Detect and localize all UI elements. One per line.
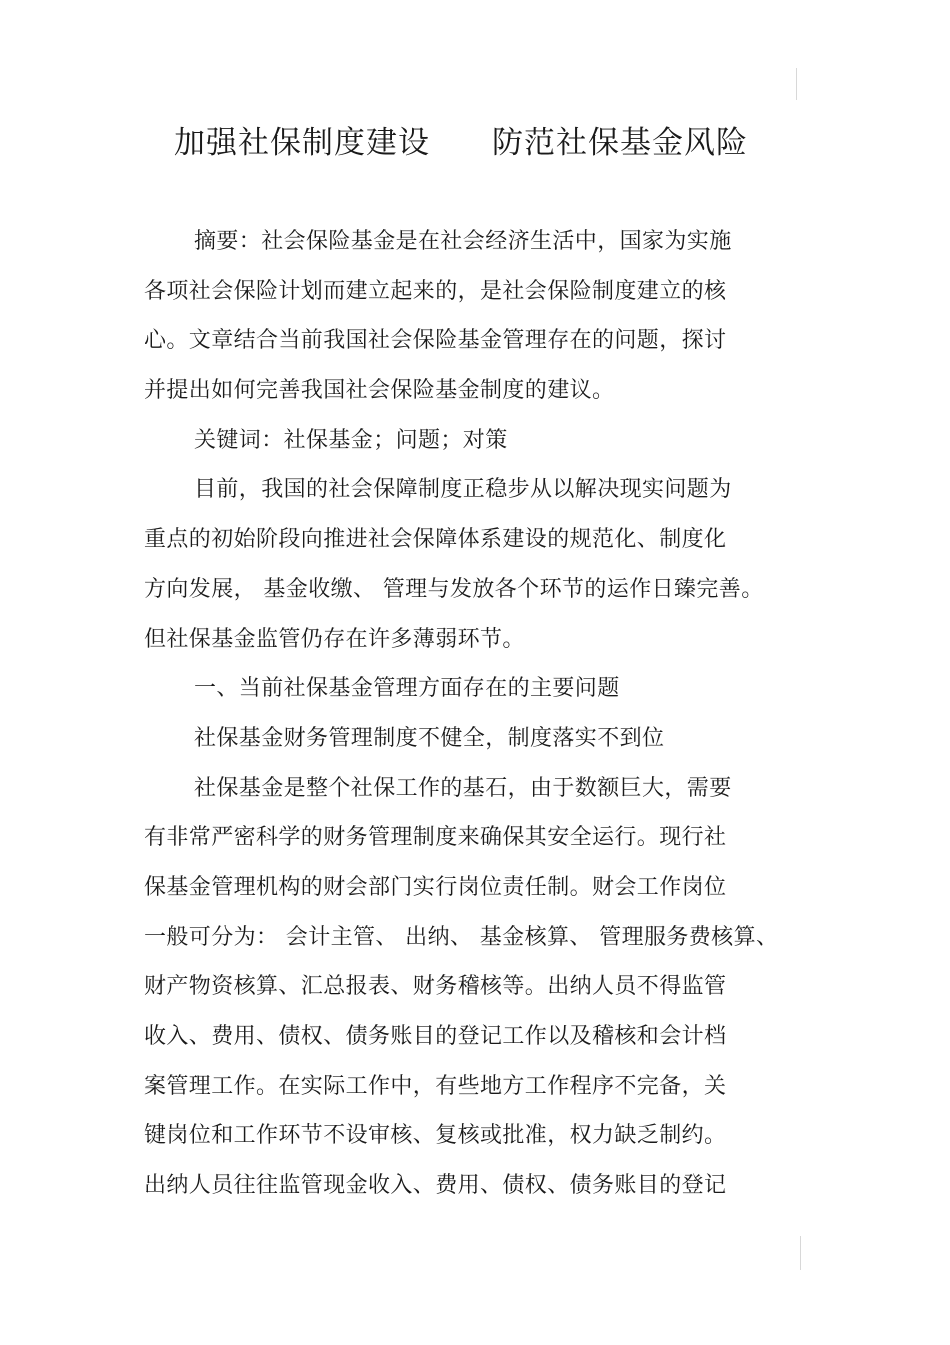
text-line: 但社保基金监管仍存在许多薄弱环节。 [144, 626, 525, 652]
text-line: 财产物资核算、汇总报表、财务稽核等。出纳人员不得监管 [144, 974, 727, 1000]
text-line: 收入、费用、债权、债务账目的登记工作以及稽核和会计档 [144, 1024, 727, 1049]
text-line: 案管理工作。在实际工作中，有些地方工作程序不完备，关 [144, 1073, 727, 1099]
text-line: 保基金管理机构的财会部门实行岗位责任制。财会工作岗位 [144, 874, 727, 900]
text-line: 关键词：社保基金；问题；对策 [194, 427, 508, 453]
text-line: 摘要：社会保险基金是在社会经济生活中，国家为实施 [194, 229, 732, 254]
text-line: 出纳人员往往监管现金收入、费用、债权、债务账目的登记 [144, 1173, 727, 1199]
text-line: 键岗位和工作环节不设审核、复核或批准，权力缺乏制约。 [144, 1123, 727, 1149]
document-body [144, 217, 794, 1211]
text-line: 社保基金财务管理制度不健全，制度落实不到位 [194, 725, 665, 751]
title-part-1: 加强社保制度建设 [174, 125, 430, 161]
page-edge-mark-top [796, 68, 797, 100]
text-line: 各项社会保险计划而建立起来的，是社会保险制度建立的核 [144, 278, 727, 304]
text-line: 并提出如何完善我国社会保险基金制度的建议。 [144, 378, 615, 404]
text-line: 重点的初始阶段向推进社会保障体系建设的规范化、制度化 [144, 527, 727, 553]
text-line: 心。文章结合当前我国社会保险基金管理存在的问题，探讨 [144, 328, 727, 354]
title-part-2: 防范社保基金风险 [492, 125, 748, 161]
page-edge-mark-bottom [800, 1236, 801, 1270]
text-line: 有非常严密科学的财务管理制度来确保其安全运行。现行社 [144, 825, 727, 851]
text-line: 方向发展， 基金收缴、 管理与发放各个环节的运作日臻完善。 [144, 576, 764, 602]
text-line: 社保基金是整个社保工作的基石，由于数额巨大，需要 [194, 775, 732, 801]
text-line: 一、当前社保基金管理方面存在的主要问题 [194, 676, 620, 702]
text-line: 目前，我国的社会保障制度正稳步从以解决现实问题为 [194, 477, 732, 503]
text-line: 一般可分为： 会计主管、 出纳、 基金核算、 管理服务费核算、 [144, 924, 779, 950]
document-title [0, 118, 950, 168]
